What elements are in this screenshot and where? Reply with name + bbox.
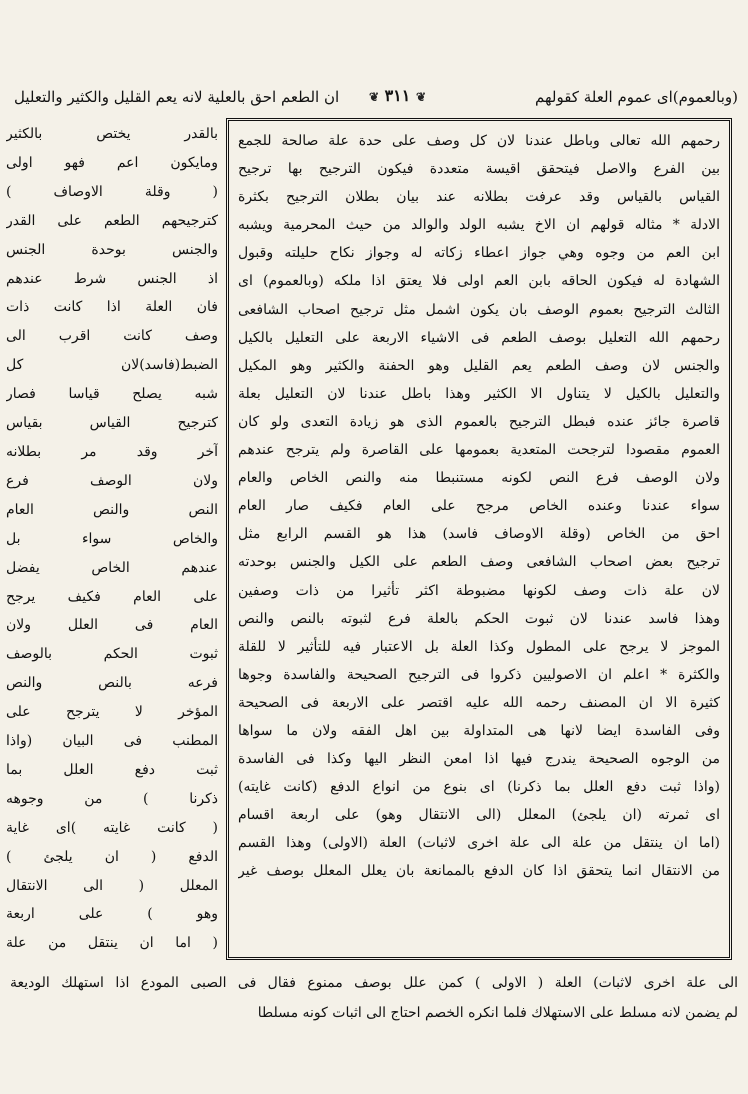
- text-line: من الوجوه الصحيحة يندرج فيها اذا امعن النظر اليها وكذا فى الفاسدة: [238, 751, 720, 768]
- margin-line: آخر وقد مر بطلانه: [6, 443, 218, 460]
- margin-line: الضبط(فاسد)لان كل: [6, 357, 218, 374]
- margin-line: الدفع ( ان يلجئ ): [6, 848, 218, 865]
- margin-line: وهو ) على اربعة: [6, 906, 218, 923]
- text-line: الشهادة له فيكون الحاقه بابن العم اولى فلا يعتق اذا ملكه (وبالعموم) اى: [238, 273, 720, 290]
- margin-line: والجنس بوحدة الجنس: [6, 241, 218, 258]
- text-line: القياس بالقياس وقد عرفت بطلانه عند بيان بطلان الترجيح بكثرة: [238, 189, 720, 206]
- text-line: والجنس لان وصف الطعم يعم القليل وهو الحفنة والكثير وهو المكيل: [238, 357, 720, 374]
- margin-line: والخاص سواء بل: [6, 530, 218, 547]
- margin-line: ( وقلة الاوصاف ): [6, 183, 218, 200]
- margin-line: النص والنص العام: [6, 501, 218, 518]
- margin-line: اذ الجنس شرط عندهم: [6, 270, 218, 287]
- text-line: (اما ان ينتقل من علة الى علة اخرى لاثبات) العلة (الاولى) وهذا القسم: [238, 835, 720, 852]
- header-right-text: (وبالعموم)ای عموم العلة كقولهم: [534, 88, 738, 106]
- margin-line: وصف كانت اقرب الى: [6, 328, 218, 345]
- margin-line: المعلل ( الى الانتقال: [6, 877, 218, 894]
- margin-line: المطنب فى البيان (واذا: [6, 733, 218, 750]
- text-line: احق من الخاص (وقلة الاوصاف فاسد) هذا هو القسم الرابع مثل: [238, 526, 720, 543]
- text-line: وهذا فاسد عندنا لان ثبوت الحكم بالعلة فرع لثبوته بالنص والنص: [238, 610, 720, 627]
- text-line: والكثرة * اعلم ان الاصوليين ذكروا فى الترجيح الصحيحة والفاسدة وجوها: [238, 666, 720, 683]
- margin-line: ولان الوصف فرع: [6, 472, 218, 489]
- text-line: رحمهم الله تعالى وباطل عندنا لان كل وصف على حدة علة صالحة للجمع: [238, 133, 720, 149]
- text-line: كثيرة الا ان المصنف رحمه الله عليه اقتصر على الاربعة فى الصحيحة: [238, 694, 720, 711]
- text-line: ترجيح بعض اصحاب الشافعى وصف الطعم على الكيل والجنس بوحدته: [238, 554, 720, 571]
- text-line: والتعليل بالكيل لا يتناول الا الكثير وهذا باطل عندنا لان التعليل بعلة: [238, 385, 720, 402]
- text-line: اى ثمرته (ان يلجئ) المعلل (الى الانتقال وهو) على اربعة اقسام: [238, 807, 720, 824]
- text-line: العموم مقصودا لترجحت المتعدية بعمومها على القاصرة ولم يترجح عندهم: [238, 442, 720, 459]
- footer-line: الى علة اخرى لاثبات) العلة ( الاولى ) كمن علل بوصف ممنوع فقال فى الصبى المودع اذا استهلك الوديعة: [10, 975, 738, 991]
- margin-line: عندهم الخاص يفضل: [6, 559, 218, 576]
- text-line: (واذا ثبت دفع العلل بما ذكرنا) اى بنوع من انواع الدفع (كانت غايته): [238, 779, 720, 796]
- text-line: ابن العم من وجوه وهي جواز اعطاء زكاته له وجواز نكاح حليلته وقبول: [238, 245, 720, 262]
- text-line: قاصرة جائز عنده فبطل الترجيح بالعموم الذى هو زيادة التعدى ولو كان: [238, 413, 720, 430]
- margin-line: المؤخر لا يترجح على: [6, 704, 218, 721]
- text-line: وفى الفاسدة ايضا لانها هى المتداولة بين اهل الفقه ولان ما سواها: [238, 722, 720, 739]
- main-text-body: [229, 121, 729, 886]
- margin-line: ثبوت الحكم بالوصف: [6, 646, 218, 663]
- margin-line: العام فى العلل ولان: [6, 617, 218, 634]
- margin-line: كترجيح القياس بقياس: [6, 415, 218, 432]
- running-header: [14, 84, 738, 112]
- page-number: [369, 86, 426, 105]
- footer-text: [10, 968, 738, 1028]
- text-line: الموجز لا يرجح على المطول وكذا العلة بل الاعتبار فيه للتأثير لا للقلة: [238, 638, 720, 655]
- text-line: من الانتقال انما يتحقق اذا كان الدفع بالممانعة بان يعلل المعلل بوصف غير: [238, 863, 720, 880]
- margin-line: ( اما ان ينتقل من علة: [6, 935, 218, 952]
- text-line: الثالث الترجيح بعموم الوصف بان يكون اشمل مثل ترجيح اصحاب الشافعى: [238, 301, 720, 318]
- footer-line: لم يضمن لانه مسلط على الاستهلاك فلما انكره الخصم احتاج الى اثبات كونه مسلطا: [257, 1005, 738, 1021]
- margin-line: على العام فكيف يرجح: [6, 588, 218, 605]
- ornament-icon: ❦: [368, 90, 379, 104]
- margin-line: فان العلة اذا كانت ذات: [6, 299, 218, 316]
- ornament-icon: ❦: [415, 90, 426, 104]
- margin-line: كترجيحهم الطعم على القدر: [6, 212, 218, 229]
- margin-line: شبه يصلح قياسا فصار: [6, 386, 218, 403]
- margin-line: بالقدر يختص بالكثير: [6, 126, 218, 142]
- margin-line: فرعه بالنص والنص: [6, 675, 218, 692]
- main-text-frame: [226, 118, 732, 960]
- text-line: لان علة ذات وصف لكونها مضبوطة اكثر تأثيرا من ذات وصفين: [238, 582, 720, 599]
- margin-line: ومايكون اعم فهو اولى: [6, 154, 218, 171]
- text-line: سواء عندنا وعنده الخاص مرجح على العام فكيف صار العام: [238, 498, 720, 515]
- text-line: رحمهم الله التعليل بوصف الطعم فى الاشياء الاربعة على التعليل بالكيل: [238, 329, 720, 346]
- page-number-value: ٣١١: [384, 86, 411, 105]
- margin-line: ذكرنا ) من وجوهه: [6, 790, 218, 807]
- text-line: بين الفرع والاصل فيتحقق اقيسة متعددة فيكون الترجيح بها ترجيح: [238, 161, 720, 178]
- margin-commentary: [6, 120, 218, 960]
- text-line: ولان الوصف فرع النص لكونه مستنبطا منه والنص الخاص والعام: [238, 470, 720, 487]
- margin-line: ثبت دفع العلل بما: [6, 761, 218, 778]
- margin-line: ( كانت غايته )اى غاية: [6, 819, 218, 836]
- header-left-text: ان الطعم احق بالعلية لانه يعم القليل والكثير والتعليل: [14, 88, 340, 106]
- text-line: الادلة * مثاله قولهم ان الاخ يشبه الولد والوالد من حيث المحرمية ويشبه: [238, 217, 720, 234]
